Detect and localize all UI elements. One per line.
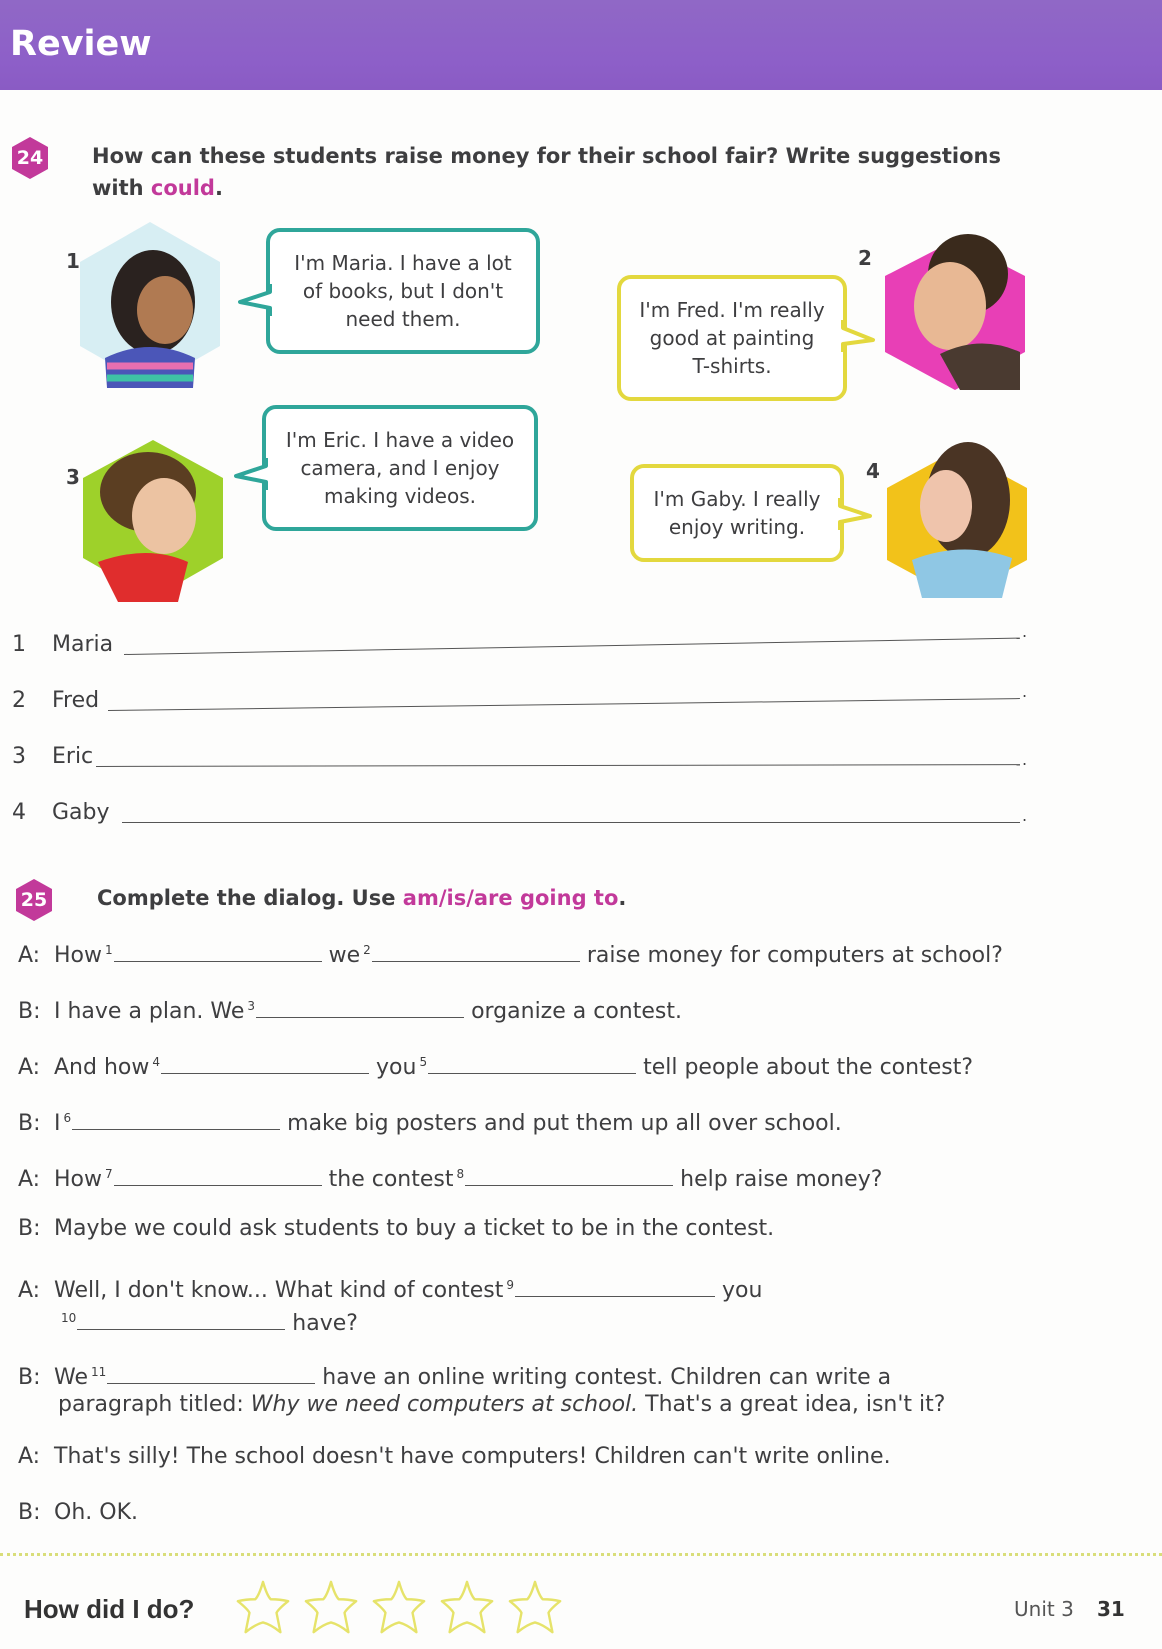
dialog-text: have? [292, 1311, 358, 1336]
star-icon[interactable] [302, 1578, 360, 1636]
blank-number: 1 [105, 943, 113, 957]
bubble-tail [238, 282, 272, 318]
dialog-text: And how [54, 1055, 150, 1080]
answer-input-line[interactable] [96, 764, 1020, 767]
instruction-text: Complete the dialog. Use [97, 886, 403, 910]
dialog-text: the contest [328, 1167, 454, 1192]
blank-number: 6 [63, 1111, 72, 1125]
dialog-text: we [328, 943, 361, 968]
page-title: Review [10, 24, 152, 64]
full-stop: . [1022, 750, 1028, 769]
speaker-label: A: [18, 1055, 41, 1080]
dialog-text: How [54, 943, 102, 968]
blank-number: 5 [419, 1055, 428, 1069]
speaker-label: A: [18, 1278, 41, 1303]
star-icon[interactable] [506, 1578, 564, 1636]
dialog-line-continued [58, 1303, 358, 1339]
bubble-line: T-shirts. [692, 354, 772, 378]
exercise-number: 24 [16, 147, 44, 169]
answer-blank[interactable] [372, 939, 580, 962]
answer-blank[interactable] [77, 1307, 285, 1330]
instruction-end: . [618, 886, 627, 910]
answer-input-line[interactable] [122, 822, 1020, 823]
speech-bubble-gaby [630, 464, 844, 562]
bubble-tail [838, 496, 874, 532]
dialog-text: I [54, 1111, 61, 1136]
dialog-text: you [376, 1055, 417, 1080]
instruction-highlight: could [150, 176, 215, 200]
review-header-banner [0, 0, 1162, 90]
dialog-line [18, 935, 1003, 971]
student-number: 4 [866, 459, 880, 483]
bubble-line: I'm Gaby. I really [653, 487, 821, 511]
student-number: 1 [66, 249, 80, 273]
dialog-text: tell people about the contest? [643, 1055, 974, 1080]
speaker-label: A: [18, 1444, 41, 1469]
dialog-text: That's a great idea, isn't it? [638, 1392, 946, 1417]
bubble-line: I'm Fred. I'm really [639, 298, 825, 322]
dialog-text: raise money for computers at school? [586, 943, 1003, 968]
dialog-text: Oh. OK. [54, 1500, 138, 1525]
bubble-line: good at painting [649, 326, 815, 350]
dialog-text: How [54, 1167, 102, 1192]
blank-number: 2 [363, 943, 371, 957]
speaker-label: B: [18, 1111, 41, 1136]
speaker-label: A: [18, 1167, 41, 1192]
dotted-divider [0, 1553, 1162, 1556]
star-icon[interactable] [438, 1578, 496, 1636]
dialog-text: Well, I don't know... What kind of contest [54, 1278, 504, 1303]
speaker-label: B: [18, 999, 41, 1024]
bubble-tail [234, 456, 268, 492]
dialog-line [18, 1442, 891, 1472]
answer-number: 4 [12, 800, 26, 825]
dialog-title-italic: Why we need computers at school. [250, 1392, 639, 1417]
answer-name: Eric [52, 744, 94, 769]
exercise-24-badge [10, 136, 50, 180]
answer-input-line[interactable] [124, 638, 1020, 655]
answer-row-gaby [0, 800, 1162, 832]
boy-photo-icon [78, 432, 228, 604]
dialog-line [18, 1498, 138, 1528]
dialog-line-continued [58, 1390, 945, 1420]
bubble-line: need them. [345, 307, 461, 331]
full-stop: . [1022, 622, 1028, 641]
dialog-line [18, 1047, 973, 1083]
answer-row-maria [0, 622, 1162, 664]
exercise-24-instruction [92, 140, 1032, 204]
dialog-text: make big posters and put them up all over school. [287, 1111, 842, 1136]
speech-bubble-fred [617, 275, 847, 401]
answer-blank[interactable] [256, 995, 464, 1018]
answer-number: 1 [12, 632, 26, 657]
full-stop: . [1022, 806, 1028, 825]
dialog-line [18, 1103, 842, 1139]
speech-bubble-eric [262, 405, 538, 531]
student-number: 2 [858, 246, 872, 270]
answer-number: 2 [12, 688, 26, 713]
blank-number: 4 [152, 1055, 160, 1069]
blank-number: 11 [91, 1365, 107, 1379]
dialog-text: have an online writing contest. Children can write a [322, 1365, 892, 1390]
blank-number: 7 [105, 1167, 113, 1181]
answer-blank[interactable] [72, 1107, 280, 1130]
instruction-text: How can these students raise money for their school fair? Write suggestions with [92, 144, 1001, 200]
answer-name: Gaby [52, 800, 110, 825]
answer-name: Fred [52, 688, 100, 713]
bubble-line: I'm Maria. I have a lot [294, 251, 512, 275]
speaker-label: A: [18, 943, 41, 968]
dialog-text: help raise money? [680, 1167, 883, 1192]
dialog-text: paragraph titled: [58, 1392, 251, 1417]
student-number: 3 [66, 465, 80, 489]
blank-number: 3 [247, 999, 256, 1013]
page-number: 31 [1097, 1597, 1125, 1621]
girl-photo-icon [882, 430, 1032, 600]
dialog-line [18, 1270, 762, 1306]
star-icon[interactable] [370, 1578, 428, 1636]
exercise-25-badge [14, 878, 54, 922]
answer-blank[interactable] [465, 1163, 673, 1186]
dialog-line [18, 991, 682, 1027]
dialog-line [18, 1159, 882, 1195]
answer-name: Maria [52, 632, 114, 657]
blank-number: 10 [61, 1311, 77, 1325]
bubble-line: of books, but I don't [302, 279, 504, 303]
speaker-label: B: [18, 1500, 41, 1525]
bubble-line: enjoy writing. [668, 515, 806, 539]
dialog-text: We [54, 1365, 88, 1390]
answer-number: 3 [12, 744, 26, 769]
star-rating[interactable] [234, 1578, 564, 1636]
dialog-text: Maybe we could ask students to buy a ticket to be in the contest. [54, 1216, 775, 1241]
speech-bubble-maria [266, 228, 540, 354]
answer-blank[interactable] [515, 1274, 715, 1297]
dialog-text: organize a contest. [471, 999, 682, 1024]
bubble-line: making videos. [323, 484, 476, 508]
girl-photo-icon [75, 218, 225, 390]
answer-blank[interactable] [161, 1051, 369, 1074]
dialog-text: That's silly! The school doesn't have computers! Children can't write online. [54, 1444, 891, 1469]
exercise-number: 25 [20, 889, 48, 911]
answer-blank[interactable] [114, 1163, 322, 1186]
answer-row-fred [0, 682, 1162, 720]
blank-number: 8 [456, 1167, 465, 1181]
unit-label: Unit 3 [1014, 1597, 1074, 1621]
dialog-line [18, 1357, 891, 1393]
bubble-line: I'm Eric. I have a video [285, 428, 515, 452]
dialog-text: you [721, 1278, 763, 1303]
answer-blank[interactable] [114, 939, 322, 962]
exercise-25-instruction [97, 882, 626, 914]
bubble-tail [841, 318, 877, 354]
bubble-line: camera, and I enjoy [300, 456, 500, 480]
speaker-label: B: [18, 1216, 41, 1241]
full-stop: . [1022, 682, 1028, 701]
answer-blank[interactable] [428, 1051, 636, 1074]
dialog-line [18, 1214, 774, 1244]
answer-row-eric [0, 744, 1162, 776]
dialog-text: I have a plan. We [54, 999, 245, 1024]
star-icon[interactable] [234, 1578, 292, 1636]
blank-number: 9 [506, 1278, 514, 1292]
speaker-label: B: [18, 1365, 41, 1390]
instruction-highlight: am/is/are going to [402, 886, 619, 910]
answer-input-line[interactable] [108, 698, 1020, 711]
answer-blank[interactable] [107, 1361, 315, 1384]
boy-photo-icon [880, 214, 1030, 394]
self-assessment-label: How did I do? [24, 1594, 195, 1624]
instruction-end: . [214, 176, 223, 200]
